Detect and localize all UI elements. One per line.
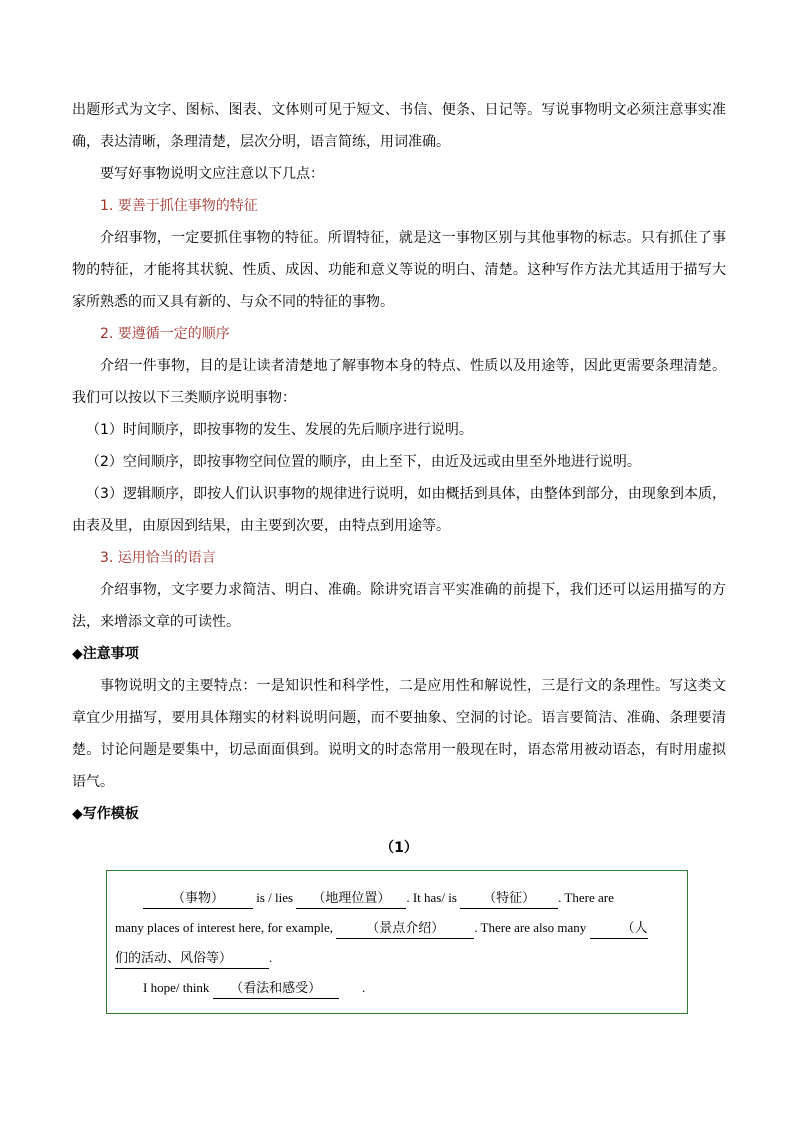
point-3-heading: 3. 运用恰当的语言: [100, 550, 216, 566]
writing-template-box: [106, 870, 688, 1014]
blank-location: （地理位置）: [296, 890, 406, 909]
template-number-label: （1）: [380, 840, 418, 856]
text-hope-think: I hope/ think: [143, 980, 210, 995]
point-2-heading: 2. 要遵循一定的顺序: [100, 326, 230, 342]
text-it-has: . It has/ is: [406, 890, 457, 905]
blank-feature: （特征）: [460, 890, 558, 909]
text-period-2: .: [361, 980, 366, 995]
order-space: （2）空间顺序，即按事物空间位置的顺序，由上至下，由近及远或由里至外地进行说明。: [86, 454, 641, 470]
template-heading: ◆写作模板: [72, 806, 139, 822]
point-2-body: 介绍一件事物，目的是让读者清楚地了解事物本身的特点、性质以及用途等，因此更需要条理清楚。我们可以按以下三类顺序说明事物：: [72, 358, 726, 406]
point-1-body: 介绍事物，一定要抓住事物的特征。所谓特征，就是这一事物区别与其他事物的标志。只有抓住了事物的特征，才能将其状貌、性质、成因、功能和意义等说的明白、清楚。这种写作方法尤其适用于描写大家所熟悉的而又具有新的、与众不同的特征的事物。: [72, 230, 726, 310]
intro-paragraph: 出题形式为文字、图标、图表、文体则可见于短文、书信、便条、日记等。写说事物明文必须注意事实准确，表达清晰，条理清楚，层次分明，语言简练，用词准确。: [72, 102, 726, 150]
document-body: [72, 94, 726, 862]
blank-activity-part2: 们的活动、风俗等）: [115, 950, 269, 969]
template-line-2: [115, 913, 681, 943]
template-line-4: [115, 973, 681, 1003]
text-many-places: many places of interest here, for example,: [115, 920, 334, 935]
text-period-1: .: [269, 950, 273, 965]
intro-lead: 要写好事物说明文应注意以下几点：: [100, 166, 324, 182]
template-line-1: [115, 883, 681, 913]
notes-heading: ◆注意事项: [72, 646, 139, 662]
blank-opinion: （看法和感受）: [213, 980, 339, 999]
template-line-3: [115, 943, 681, 973]
text-there-are: . There are: [558, 890, 614, 905]
text-there-are-also: . There are also many: [474, 920, 587, 935]
blank-thing: （事物）: [143, 890, 253, 909]
notes-body: 事物说明文的主要特点：一是知识性和科学性，二是应用性和解说性，三是行文的条理性。写这类文章宜少用描写，要用具体翔实的材料说明问题，而不要抽象、空洞的讨论。语言要简洁、准确、条理要清楚。讨论问题是要集中，切忌面面俱到。说明文的时态常用一般现在时，语态常用被动语态，有时用虚拟语气。: [72, 678, 726, 790]
blank-activity-part1: （人: [590, 920, 648, 939]
text-is-lies: is / lies: [256, 890, 294, 905]
order-logic: （3）逻辑顺序，即按人们认识事物的规律进行说明，如由概括到具体，由整体到部分，由现象到本质，由表及里，由原因到结果，由主要到次要，由特点到用途等。: [72, 486, 726, 534]
order-time: （1）时间顺序，即按事物的发生、发展的先后顺序进行说明。: [86, 422, 473, 438]
point-3-body: 介绍事物，文字要力求简洁、明白、准确。除讲究语言平实准确的前提下，我们还可以运用描写的方法，来增添文章的可读性。: [72, 582, 726, 630]
point-1-heading: 1. 要善于抓住事物的特征: [100, 198, 258, 214]
blank-scenic: （景点介绍）: [336, 920, 474, 939]
